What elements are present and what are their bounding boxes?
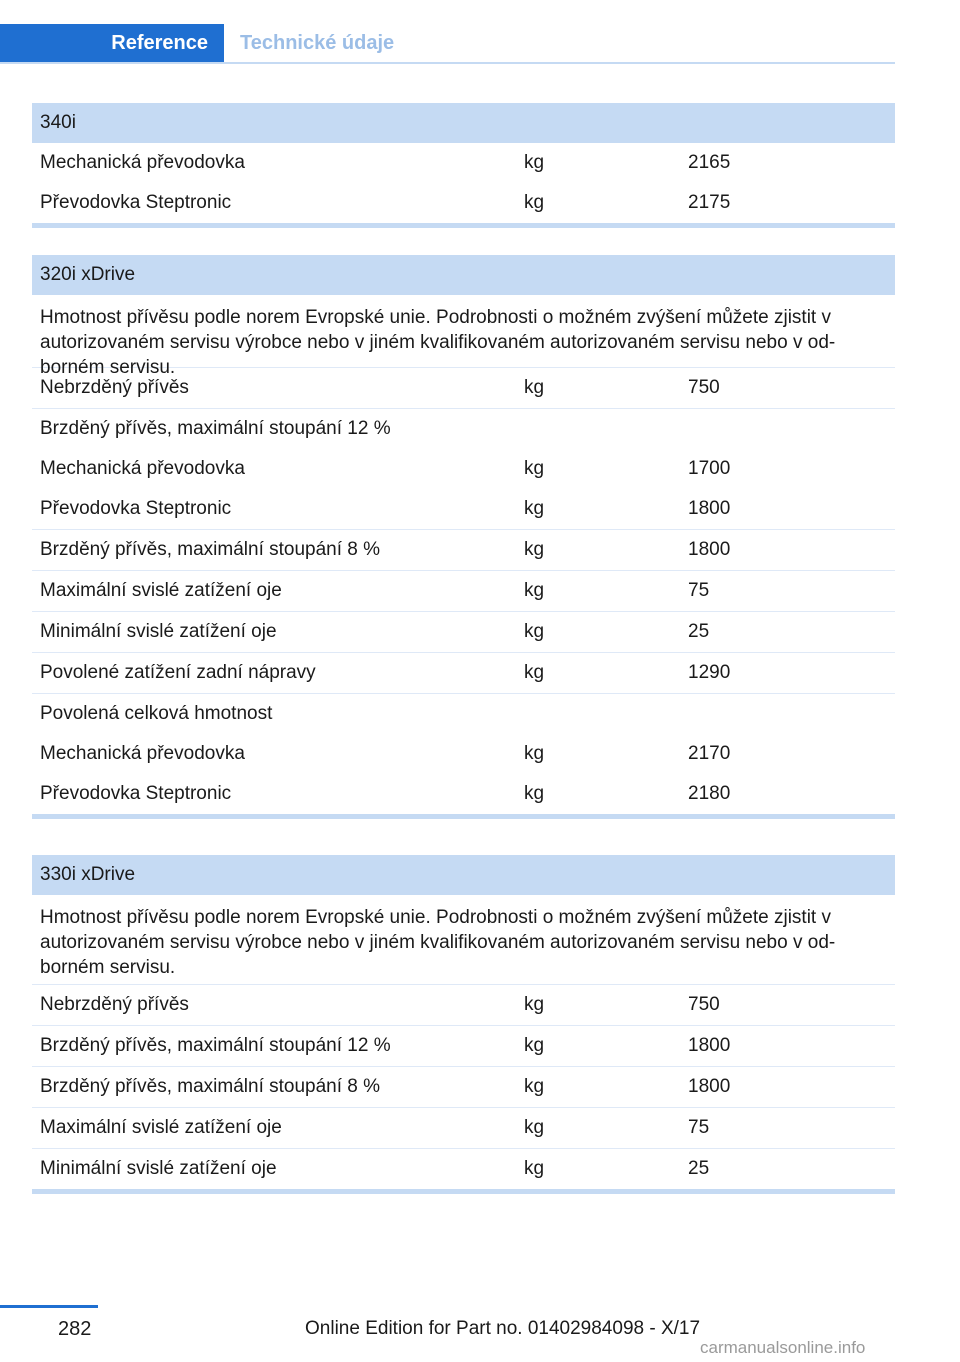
table-row: [32, 489, 895, 530]
section-divider: [32, 1189, 895, 1194]
row-unit: kg: [524, 1117, 545, 1138]
row-label: Mechanická převodovka: [40, 743, 245, 764]
row-label: Převodovka Steptronic: [40, 192, 232, 213]
table-row: [32, 1067, 895, 1108]
row-value: 750: [688, 994, 720, 1015]
table-row: [32, 1149, 895, 1189]
row-value: 25: [688, 621, 710, 642]
row-label: Brzděný přívěs, maximální stoupání 12 %: [40, 418, 391, 439]
row-value: 1800: [688, 539, 731, 560]
table-row: [32, 409, 895, 449]
row-unit: kg: [524, 152, 545, 173]
row-label: Povolená celková hmotnost: [40, 703, 273, 724]
section-note: Hmotnost přívěsu podle norem Evropské unie. Podrobnosti o možném zvýšení můžete zjistit v autorizovaném servisu výrobce nebo v jiném kvalifikovaném autorizovaném servisu nebo v odborném servisu.: [32, 295, 895, 368]
row-label: Mechanická převodovka: [40, 152, 245, 173]
row-label: Brzděný přívěs, maximální stoupání 8 %: [40, 539, 381, 560]
row-unit: kg: [524, 1076, 545, 1097]
row-value: 1800: [688, 498, 731, 519]
row-label: Maximální svislé zatížení oje: [40, 580, 282, 601]
table-row: [32, 694, 895, 734]
row-label: Nebrzděný přívěs: [40, 994, 189, 1015]
watermark: carmanualsonline.info: [700, 1338, 866, 1357]
section-340i: [32, 103, 895, 228]
table-row: [32, 774, 895, 814]
tab-reference[interactable]: Reference: [0, 24, 224, 62]
section-320i-xdrive: [32, 255, 895, 819]
table-row: [32, 1026, 895, 1067]
table-row: [32, 734, 895, 774]
section-330i-xdrive: [32, 855, 895, 1194]
footer-accent-line: [0, 1305, 98, 1308]
row-value: 1800: [688, 1076, 731, 1097]
row-unit: kg: [524, 458, 545, 479]
table-row: [32, 143, 895, 183]
row-value: 1290: [688, 662, 731, 683]
row-value: 2175: [688, 192, 731, 213]
row-label: Převodovka Steptronic: [40, 498, 232, 519]
row-label: Převodovka Steptronic: [40, 783, 232, 804]
section-title: 320i xDrive: [32, 255, 895, 295]
row-unit: kg: [524, 662, 545, 683]
row-value: 75: [688, 580, 710, 601]
row-unit: kg: [524, 783, 545, 804]
row-unit: kg: [524, 1035, 545, 1056]
row-unit: kg: [524, 539, 545, 560]
row-value: 25: [688, 1158, 710, 1179]
row-value: 2180: [688, 783, 731, 804]
row-label: Nebrzděný přívěs: [40, 377, 189, 398]
table-row: [32, 183, 895, 223]
row-label: Maximální svislé zatížení oje: [40, 1117, 282, 1138]
row-unit: kg: [524, 377, 545, 398]
row-label: Brzděný přívěs, maximální stoupání 8 %: [40, 1076, 381, 1097]
section-divider: [32, 814, 895, 819]
row-value: 1800: [688, 1035, 731, 1056]
row-value: 2165: [688, 152, 731, 173]
row-value: 75: [688, 1117, 710, 1138]
row-label: Povolené zatížení zadní nápravy: [40, 662, 316, 683]
row-label: Mechanická převodovka: [40, 458, 245, 479]
row-label: Minimální svislé zatížení oje: [40, 621, 277, 642]
table-row: [32, 449, 895, 489]
section-divider: [32, 223, 895, 228]
row-unit: kg: [524, 192, 545, 213]
table-row: [32, 612, 895, 653]
row-unit: kg: [524, 621, 545, 642]
table-row: [32, 1108, 895, 1149]
row-unit: kg: [524, 580, 545, 601]
edition-text: Online Edition for Part no. 01402984098 - X/17: [305, 1318, 701, 1339]
table-row: [32, 530, 895, 571]
section-note: Hmotnost přívěsu podle norem Evropské unie. Podrobnosti o možném zvýšení můžete zjistit v autorizovaném servisu výrobce nebo v jiném kvalifikovaném autorizovaném servisu nebo v odborném servisu.: [32, 895, 895, 985]
page-header: [0, 24, 895, 64]
row-unit: kg: [524, 498, 545, 519]
row-label: Minimální svislé zatížení oje: [40, 1158, 277, 1179]
row-value: 1700: [688, 458, 731, 479]
page-number: 282: [58, 1318, 92, 1340]
row-label: Brzděný přívěs, maximální stoupání 12 %: [40, 1035, 391, 1056]
table-row: [32, 653, 895, 694]
row-unit: kg: [524, 994, 545, 1015]
section-title: 340i: [32, 103, 895, 143]
row-unit: kg: [524, 743, 545, 764]
section-title: 330i xDrive: [32, 855, 895, 895]
table-row: [32, 985, 895, 1026]
tab-technical-data[interactable]: Technické údaje: [240, 31, 395, 54]
row-value: 2170: [688, 743, 731, 764]
row-value: 750: [688, 377, 720, 398]
table-row: [32, 571, 895, 612]
row-unit: kg: [524, 1158, 545, 1179]
